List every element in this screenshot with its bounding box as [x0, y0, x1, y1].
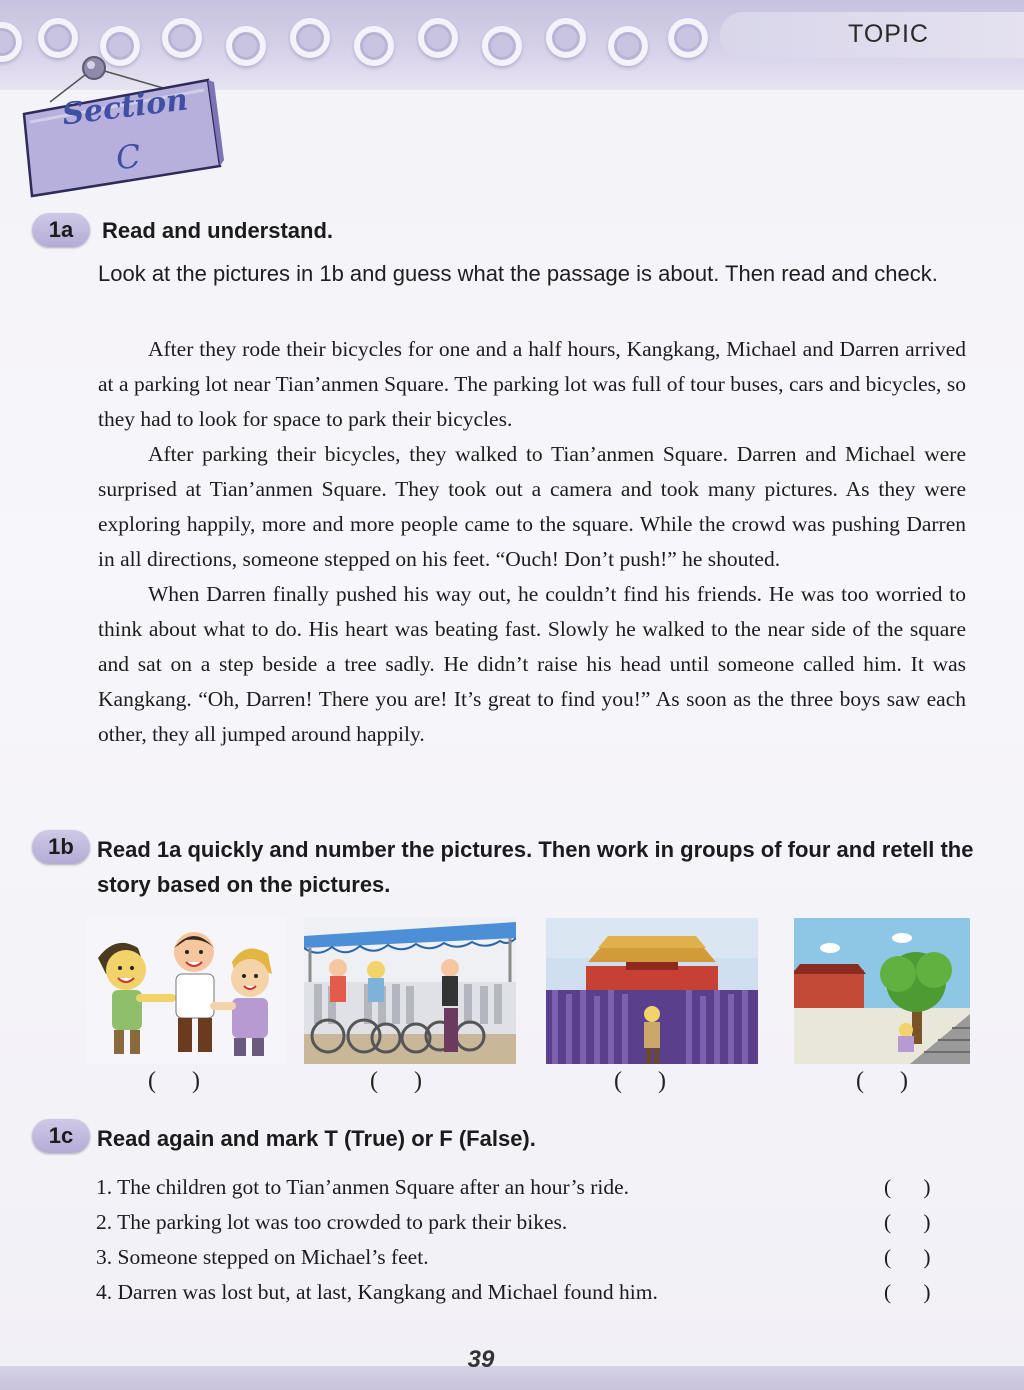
- exercise-1b-badge: 1b: [32, 830, 90, 864]
- picture-4-blank[interactable]: ( ): [856, 1068, 908, 1094]
- tiananmen-crowd-icon: [546, 918, 758, 1064]
- answer-blank[interactable]: ( ): [884, 1280, 931, 1304]
- picture-tree-step: [794, 918, 970, 1064]
- true-false-list: [96, 1170, 956, 1310]
- statement-text: 4. Darren was lost but, at last, Kangkang and Michael found him.: [96, 1280, 658, 1304]
- ring-icon: [668, 18, 708, 58]
- section-letter: C: [114, 136, 143, 178]
- ring-icon: [354, 26, 394, 66]
- tree-step-icon: [794, 918, 970, 1064]
- reading-passage: [98, 332, 966, 752]
- statement-text: 2. The parking lot was too crowded to park their bikes.: [96, 1210, 568, 1234]
- exercise-1a-instruction: Look at the pictures in 1b and guess what the passage is about. Then read and check.: [98, 261, 938, 286]
- ring-icon: [418, 18, 458, 58]
- picture-3-blank[interactable]: ( ): [614, 1068, 666, 1094]
- section-word: Section: [60, 82, 190, 133]
- ring-icon: [0, 22, 22, 62]
- answer-blank[interactable]: ( ): [884, 1175, 931, 1199]
- ring-icon: [290, 18, 330, 58]
- picture-1-blank[interactable]: ( ): [148, 1068, 200, 1094]
- picture-parking-lot: [304, 918, 516, 1064]
- ring-icon: [608, 26, 648, 66]
- parking-lot-icon: [304, 918, 516, 1064]
- answer-blank[interactable]: ( ): [884, 1245, 931, 1269]
- section-sign: [20, 50, 230, 200]
- exercise-1c-title: Read again and mark T (True) or F (False).: [97, 1126, 536, 1151]
- exercise-1a-badge: 1a: [32, 213, 90, 247]
- passage-paragraph: When Darren finally pushed his way out, he couldn’t find his friends. He was too worried to think about what to do. His heart was beating fast. Slowly he walked to the near side of the square and sat on a step beside a tree sadly. He didn’t raise his head until someone called him. It was Kangkang. “Oh, Darren! There you are! It’s great to find you!” As soon as the three boys saw each other, they all jumped around happily.: [98, 582, 966, 746]
- page-number: 39: [467, 1346, 495, 1373]
- list-item: [96, 1205, 956, 1240]
- statement-text: 3. Someone stepped on Michael’s feet.: [96, 1245, 429, 1269]
- boys-meeting-icon: [86, 918, 286, 1064]
- topic-label: TOPIC: [848, 20, 929, 48]
- passage-paragraph: After parking their bicycles, they walked to Tian’anmen Square. Darren and Michael were surprised at Tian’anmen Square. They took out a camera and took many pictures. As they were exploring happily, more and more people came to the square. While the crowd was pushing Darren in all directions, someone stepped on his feet. “Ouch! Don’t push!” he shouted.: [98, 442, 966, 571]
- exercise-1c-badge: 1c: [32, 1119, 90, 1153]
- ring-icon: [546, 18, 586, 58]
- list-item: [96, 1275, 956, 1310]
- list-item: [96, 1170, 956, 1205]
- picture-square-crowd: [546, 918, 758, 1064]
- ring-icon: [226, 26, 266, 66]
- answer-blank[interactable]: ( ): [884, 1210, 931, 1234]
- passage-paragraph: After they rode their bicycles for one and a half hours, Kangkang, Michael and Darren arrived at a parking lot near Tian’anmen Square. The parking lot was full of tour buses, cars and bicycles, so they had to look for space to park their bicycles.: [98, 337, 966, 431]
- exercise-1b-title: Read 1a quickly and number the pictures. Then work in groups of four and retell the story based on the pictures.: [97, 837, 974, 897]
- list-item: [96, 1240, 956, 1275]
- ring-icon: [482, 26, 522, 66]
- picture-three-boys: [86, 918, 286, 1064]
- statement-text: 1. The children got to Tian’anmen Square after an hour’s ride.: [96, 1175, 629, 1199]
- picture-2-blank[interactable]: ( ): [370, 1068, 422, 1094]
- exercise-1a-title: Read and understand.: [102, 218, 334, 243]
